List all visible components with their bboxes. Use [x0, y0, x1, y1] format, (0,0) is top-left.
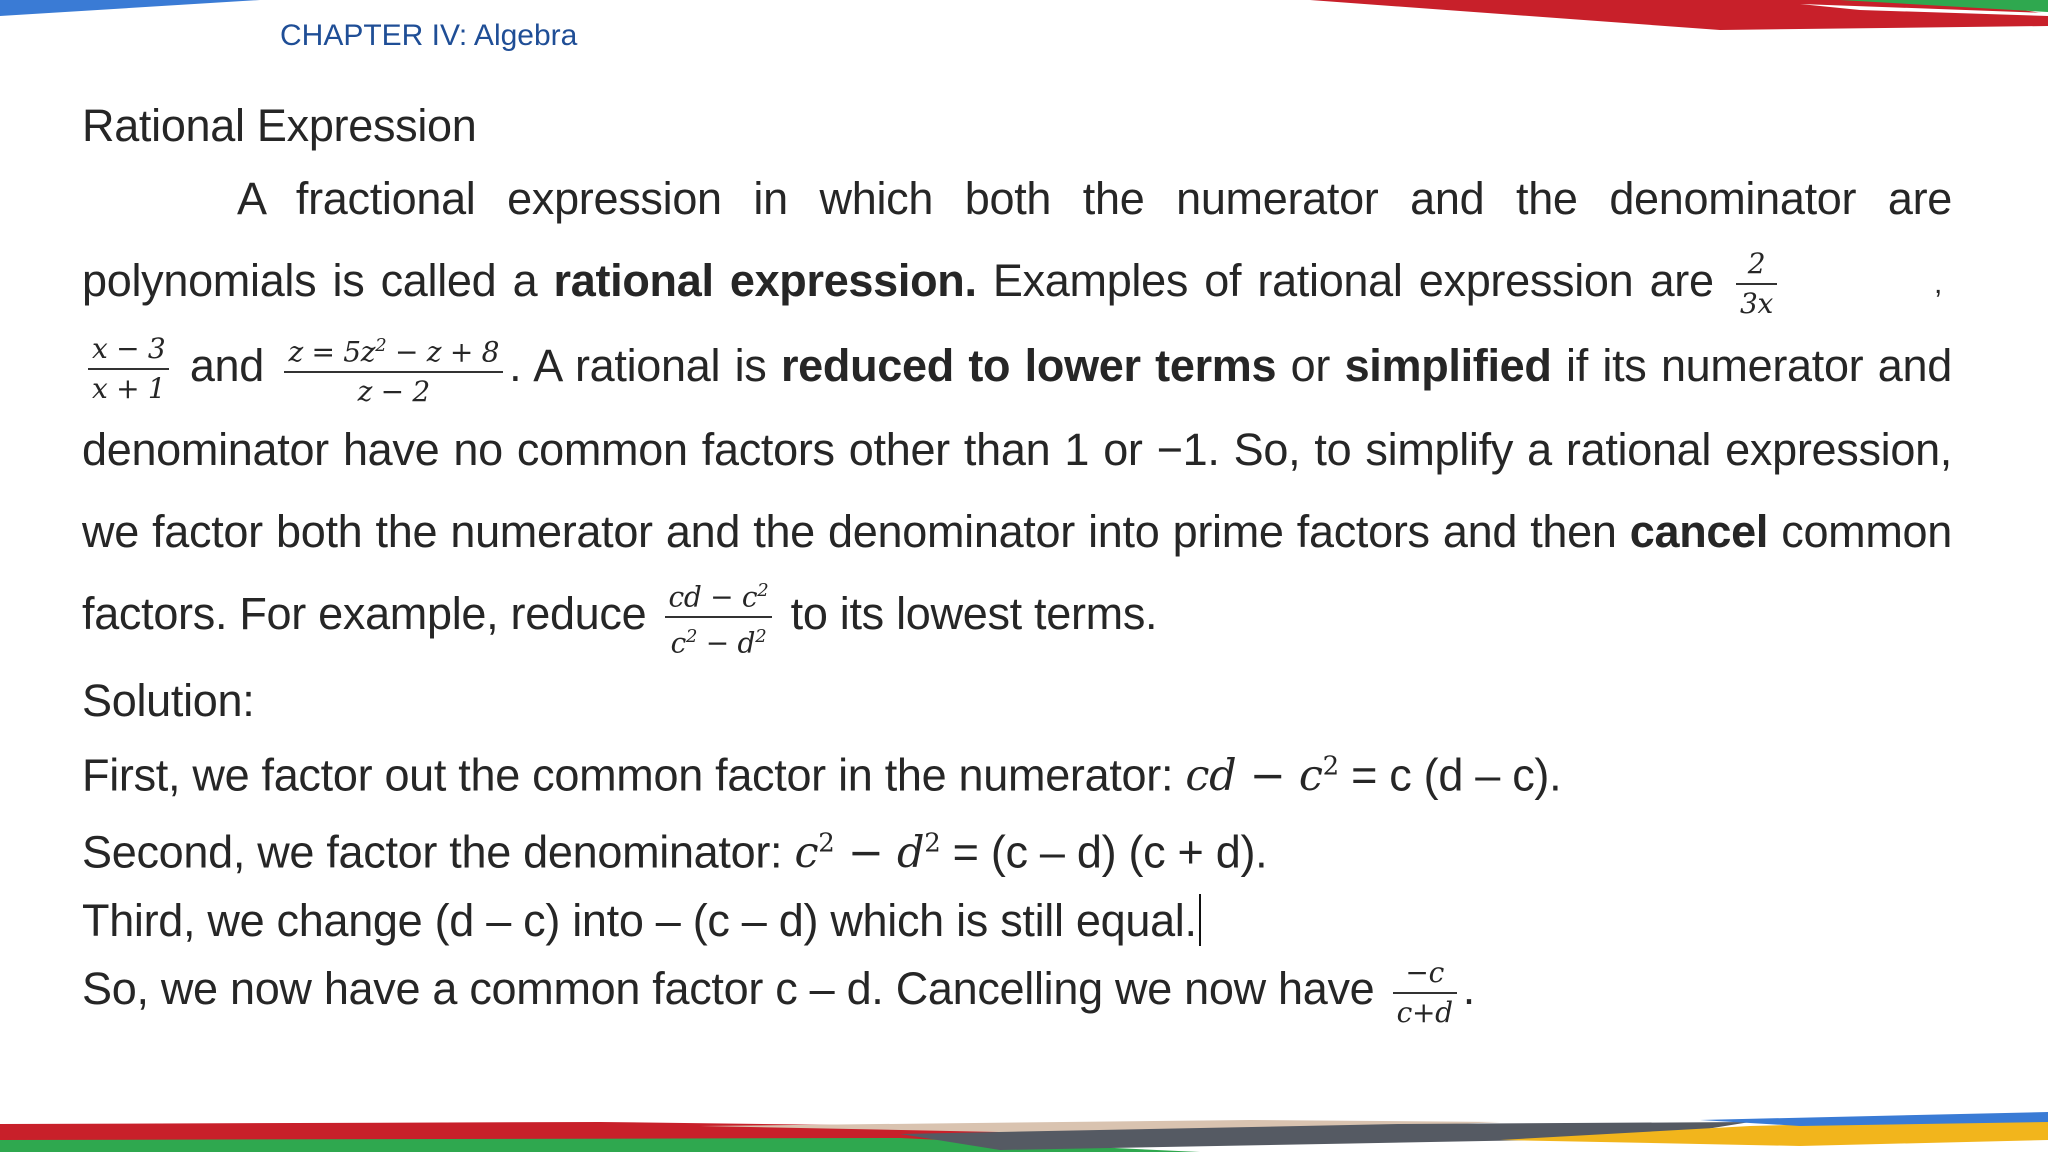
fraction-denominator [665, 618, 773, 660]
example-fraction-4 [665, 574, 773, 661]
solution-line-3 [82, 887, 1952, 955]
fraction-denominator: x + 1 [92, 372, 166, 406]
numerator-part: − z + 8 [386, 335, 500, 369]
paragraph-text: if its numerator and denominator have no common factors other than 1 or −1. So, to simplify a rational expression, we factor both the numerator and the denominator into prime factors and then [82, 340, 1952, 558]
fraction-denominator: z − 2 [357, 375, 430, 409]
exponent: 2 [755, 626, 767, 648]
solution-text: So, we now have a common factor c – d. Cancelling we now have [82, 963, 1387, 1015]
fraction-numerator: −c [1393, 956, 1457, 994]
solution-text: Third, we change (d – c) into – (c – d) which is still equal. [82, 895, 1197, 947]
paragraph-text: or [1276, 340, 1345, 392]
solution-text: = (c – d) (c + d). [940, 826, 1268, 878]
fraction-denominator: 3x [1739, 287, 1773, 321]
paragraph-text: Examples of rational expression are [976, 255, 1730, 306]
fraction-denominator: c+d [1396, 995, 1453, 1029]
term-reduced-to-lower-terms: reduced to lower terms [780, 340, 1277, 392]
fraction-numerator [284, 329, 503, 373]
denominator-part: c [670, 626, 687, 660]
solution-text: Second, we factor the denominator: [82, 826, 795, 878]
fraction-numerator: x − 3 [88, 332, 169, 370]
term-cancel: cancel [1629, 506, 1769, 558]
solution-line-4 [82, 955, 1952, 1029]
result-fraction [1393, 956, 1457, 1030]
exponent: 2 [1322, 751, 1339, 782]
paragraph-text: . A rational is [509, 340, 781, 392]
solution-line-1 [82, 733, 1952, 810]
denominator-part: − d [697, 626, 756, 660]
fraction-numerator [665, 574, 773, 618]
term-simplified: simplified [1344, 340, 1552, 392]
top-left-blue-stripe [0, 0, 260, 16]
exponent: 2 [375, 335, 387, 357]
numerator-part: cd − c [668, 580, 758, 614]
solution-label: Solution: [82, 674, 255, 726]
math-part: cd − c [1185, 751, 1323, 802]
example-separator: , [1933, 267, 1942, 301]
solution-text: First, we factor out the common factor in the numerator: [82, 749, 1186, 801]
exponent: 2 [757, 580, 769, 602]
text-cursor[interactable] [1199, 894, 1201, 946]
exponent: 2 [686, 626, 698, 648]
example-fraction-1 [1736, 247, 1777, 321]
paragraph-text: to its lowest terms. [778, 588, 1158, 640]
term-rational-expression: rational expression. [553, 255, 977, 306]
solution-line-2 [82, 810, 1952, 887]
fraction-numerator: 2 [1736, 247, 1777, 285]
exponent: 2 [818, 829, 835, 860]
numerator-part: z = 5z [288, 335, 376, 369]
paragraph-text: A fractional expression in which both the numerator and the denominator are polynomials is called a [82, 173, 1952, 306]
math-part: c [794, 828, 819, 879]
document-body [82, 96, 1952, 1030]
definition-paragraph [82, 158, 1952, 661]
paragraph-text: common factors. For example, reduce [82, 506, 1952, 640]
solution-text: = c (d – c). [1338, 749, 1562, 801]
math-expression [1185, 751, 1339, 801]
math-expression [794, 828, 940, 878]
section-heading: Rational Expression [82, 100, 477, 151]
paragraph-text: and [175, 340, 279, 392]
example-fraction-3 [284, 329, 503, 409]
bottom-decorative-stripes [0, 1110, 2048, 1152]
exponent: 2 [924, 829, 941, 860]
math-part: − d [834, 828, 925, 879]
chapter-title: CHAPTER IV: Algebra [280, 19, 578, 52]
solution-text: . [1462, 963, 1475, 1015]
example-fraction-2 [88, 332, 169, 406]
